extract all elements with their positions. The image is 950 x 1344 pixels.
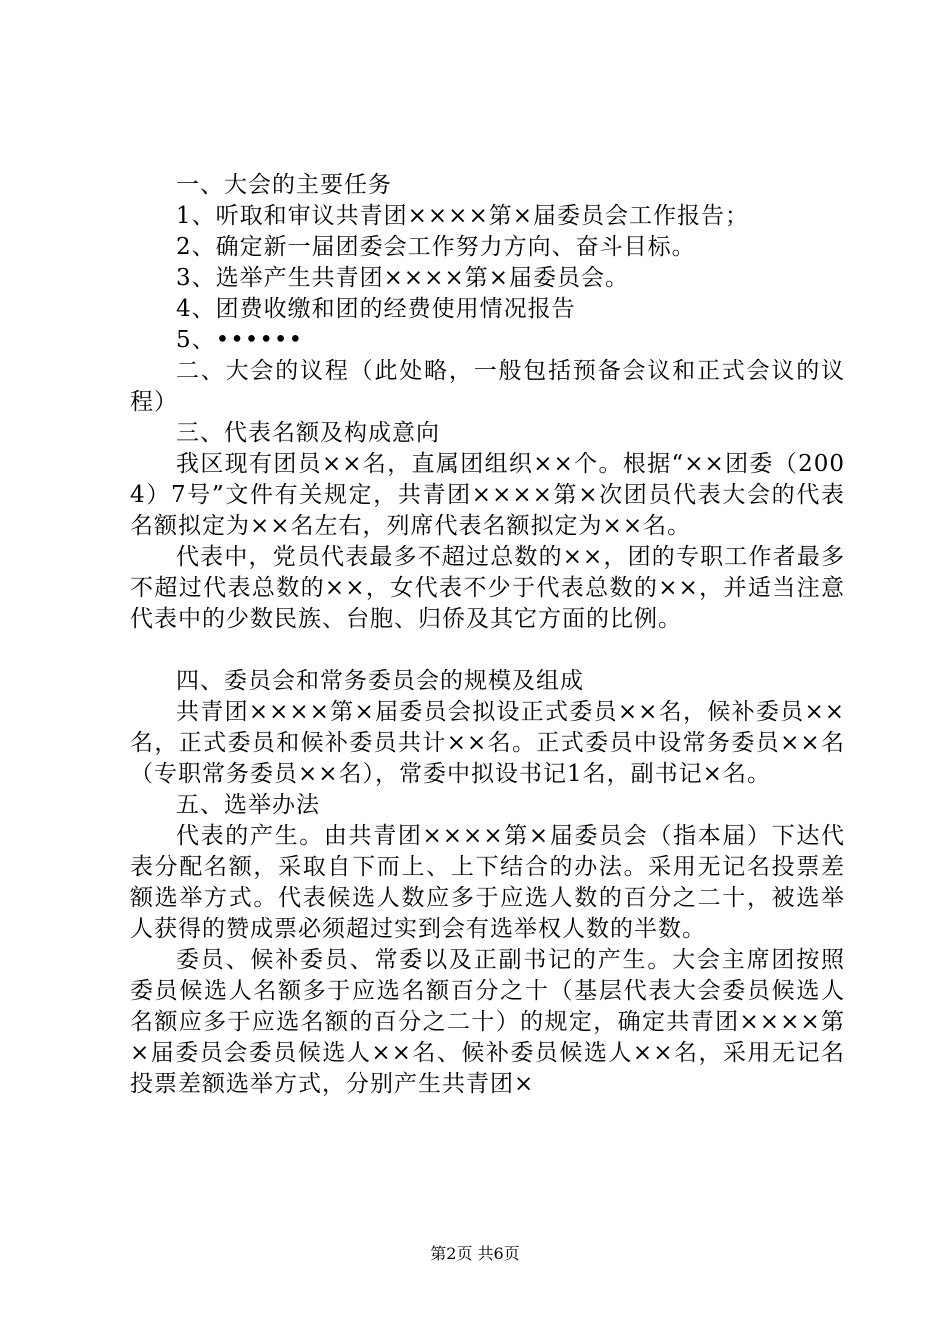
- task-item-3: 3、选举产生共青团××××第×届委员会。: [176, 265, 629, 291]
- section-heading-5: 五、选举办法: [176, 792, 320, 818]
- paragraph-gap: [130, 635, 845, 666]
- page-footer: 第2页 共6页: [430, 1244, 520, 1263]
- paragraph-delegate-election: 代表的产生。由共青团××××第×届委员会（指本届）下达代表分配名额，采取自下而上、上下结合的办法。采用无记名投票差额选举方式。代表候选人数应多于应选人数的百分之二十，被选举人获得的赞成票必须超过实到会有选举权人数的半数。: [130, 823, 845, 942]
- task-item-2: 2、确定新一届团委会工作努力方向、奋斗目标。: [176, 234, 696, 260]
- section-heading-4: 四、委员会和常务委员会的规模及组成: [176, 668, 584, 694]
- paragraph-delegate-composition: 代表中，党员代表最多不超过总数的××，团的专职工作者最多不超过代表总数的××，女代表不少于代表总数的××，并适当注意代表中的少数民族、台胞、归侨及其它方面的比例。: [130, 544, 845, 632]
- task-item-4: 4、团费收缴和团的经费使用情况报告: [176, 296, 576, 322]
- document-body: [130, 170, 845, 1100]
- paragraph-delegate-quota: 我区现有团员××名，直属团组织××个。根据“××团委（2004）7号”文件有关规定，共青团××××第×次团员代表大会的代表名额拟定为××名左右，列席代表名额拟定为××名。: [130, 451, 845, 539]
- task-item-1: 1、听取和审议共青团××××第×届委员会工作报告；: [176, 203, 749, 229]
- task-item-5: 5、••••••: [176, 327, 304, 353]
- paragraph-committee-size: 共青团××××第×届委员会拟设正式委员××名，候补委员××名，正式委员和候补委员共计××名。正式委员中设常务委员××名（专职常务委员××名），常委中拟设书记1名，副书记×名。: [130, 699, 845, 787]
- section-heading-1: 一、大会的主要任务: [176, 172, 392, 198]
- paragraph-committee-election: 委员、候补委员、常委以及正副书记的产生。大会主席团按照委员候选人名额多于应选名额百分之十（基层代表大会委员候选人名额应多于应选名额的百分之二十）的规定，确定共青团××××第×届委员会委员候选人××名、候补委员候选人××名，采用无记名投票差额选举方式，分别产生共青团×: [130, 947, 845, 1097]
- section-heading-2: 二、大会的议程（此处略，一般包括预备会议和正式会议的议程）: [130, 358, 845, 415]
- section-heading-3: 三、代表名额及构成意向: [176, 420, 440, 446]
